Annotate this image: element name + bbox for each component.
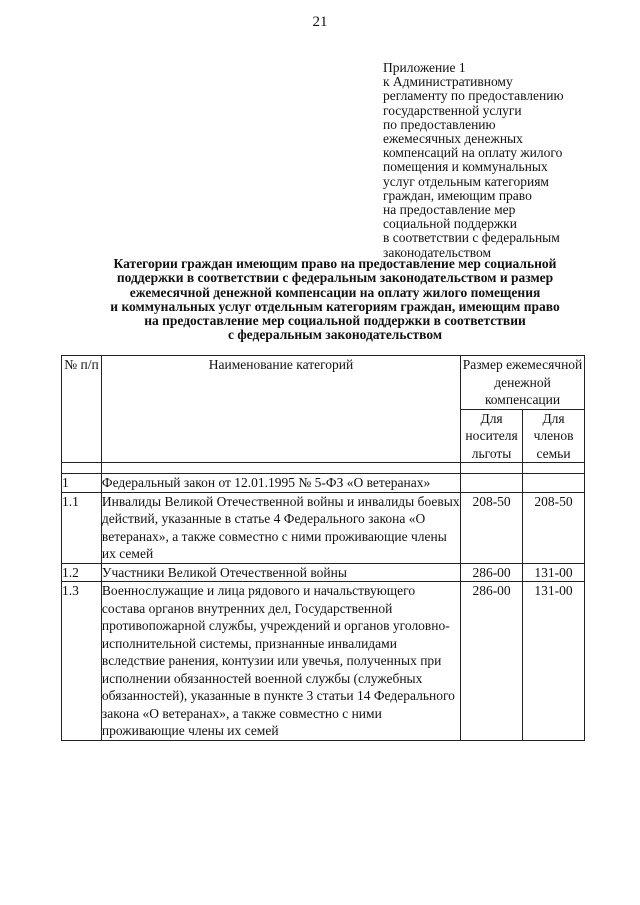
- spacer-cell: [523, 463, 585, 474]
- appendix-line: в соответствии с федеральным: [383, 230, 560, 246]
- table-row: [62, 492, 585, 563]
- appendix-line: компенсаций на оплату жилого: [383, 145, 563, 161]
- appendix-line: законодательством: [383, 244, 492, 260]
- row-number: 1.3: [62, 582, 102, 741]
- appendix-line: граждан, имеющим право: [383, 187, 532, 203]
- spacer-cell: [461, 463, 523, 474]
- header-compensation-size: Размер ежемесячной денежной компенсации: [461, 356, 585, 410]
- appendix-line: услуг отдельным категориям: [383, 173, 549, 189]
- appendix-line: по предоставлению: [383, 116, 496, 132]
- row-holder-amount: [461, 474, 523, 493]
- document-title: [70, 257, 600, 343]
- row-holder-amount: 286-00: [461, 563, 523, 582]
- row-family-amount: [523, 474, 585, 493]
- title-line: Категории граждан имеющим право на предоставление мер социальной: [113, 256, 557, 271]
- header-for-beneficiary: Для носителя льготы: [461, 409, 523, 463]
- title-line: на предоставление мер социальной поддержки в соответствии: [144, 313, 526, 329]
- row-family-amount: 131-00: [523, 582, 585, 741]
- spacer-row: [62, 463, 585, 474]
- title-line: ежемесячной денежной компенсации на оплату жилого помещения: [129, 284, 541, 300]
- row-holder-amount: 286-00: [461, 582, 523, 741]
- row-category: Участники Великой Отечественной войны: [101, 563, 460, 582]
- row-number: 1: [62, 474, 102, 493]
- table-row: [62, 563, 585, 582]
- appendix-line: Приложение 1: [383, 60, 466, 75]
- appendix-line: социальной поддержки: [383, 216, 517, 232]
- row-category: Федеральный закон от 12.01.1995 № 5-ФЗ «О ветеранах»: [101, 474, 460, 493]
- row-family-amount: 208-50: [523, 492, 585, 563]
- title-line: поддержки в соответствии с федеральным законодательством и размер: [116, 270, 554, 286]
- spacer-cell: [101, 463, 460, 474]
- header-number: № п/п: [62, 356, 102, 463]
- table-row: [62, 474, 585, 493]
- appendix-line: ежемесячных денежных: [383, 131, 523, 147]
- table-row: [62, 582, 585, 741]
- appendix-line: к Административному: [383, 74, 513, 90]
- header-for-family: Для членов семьи: [523, 409, 585, 463]
- spacer-cell: [62, 463, 102, 474]
- row-family-amount: 131-00: [523, 563, 585, 582]
- title-line: с федеральным законодательством: [227, 327, 443, 343]
- title-line: и коммунальных услуг отдельным категориям граждан, имеющим право: [110, 298, 560, 314]
- row-holder-amount: 208-50: [461, 492, 523, 563]
- row-category: Военнослужащие и лица рядового и начальствующего состава органов внутренних дел, Государственной противопожарной службы, учреждений и органов уголовно-исполнительной системы, признанные инвалидами вследствие ранения, контузии или увечья, полученных при исполнении обязанностей военной службы (служебных обязанностей), указанные в пункте 3 статьи 14 Федерального закона «О ветеранах», а также совместно с ними проживающие члены их семей: [101, 582, 460, 741]
- row-category: Инвалиды Великой Отечественной войны и инвалиды боевых действий, указанные в статье 4 Федерального закона «О ветеранах», а также совместно с ними проживающие члены их семей: [101, 493, 460, 561]
- page-number: 21: [312, 14, 328, 30]
- appendix-heading: [383, 61, 613, 260]
- row-number: 1.1: [62, 492, 102, 563]
- categories-table: [61, 355, 585, 741]
- table-header-row: [62, 356, 585, 410]
- appendix-line: на предоставление мер: [383, 202, 516, 218]
- header-category-name: Наименование категорий: [101, 356, 460, 463]
- appendix-line: государственной услуги: [383, 102, 522, 118]
- appendix-line: помещения и коммунальных: [383, 159, 548, 175]
- row-number: 1.2: [62, 563, 102, 582]
- appendix-line: регламенту по предоставлению: [383, 88, 564, 104]
